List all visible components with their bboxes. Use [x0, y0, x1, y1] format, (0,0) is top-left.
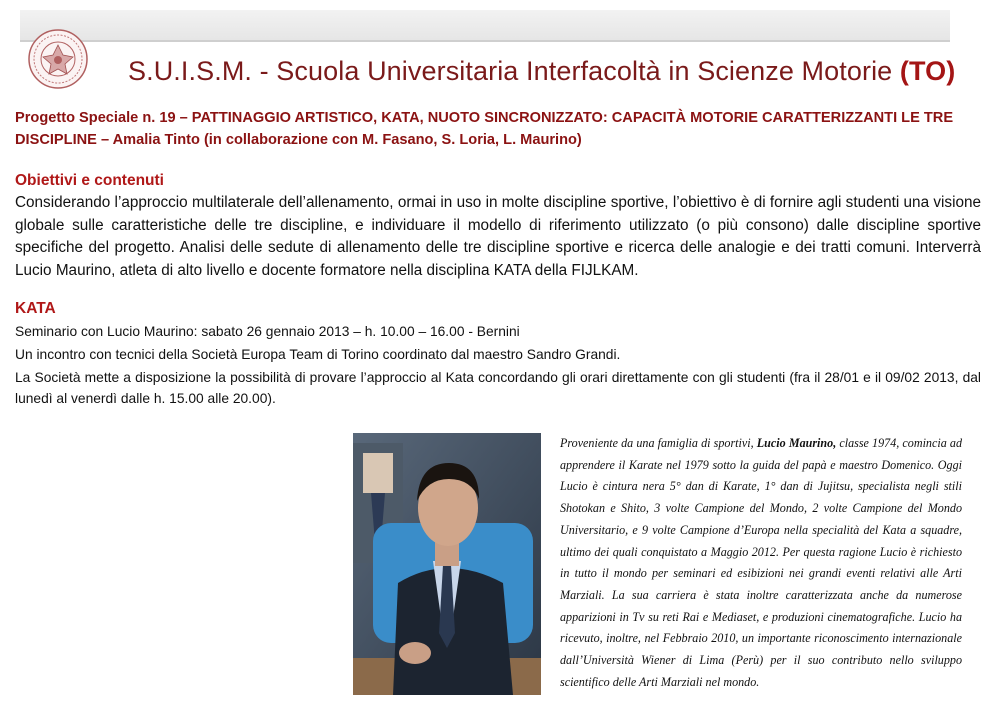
- portrait-photo: [353, 433, 541, 695]
- header-band: [20, 10, 950, 42]
- page-title: [128, 56, 955, 87]
- objectives-text: Considerando l’approccio multilaterale dell’allenamento, ormai in uso in molte discipline sportive, l’obiettivo è di fornire agli studenti una visione globale sulle caratteristiche delle tre discipline, e individuare il modello di riferimento utilizzato (o più consono) dalle discipline sportive specifiche del progetto. Analisi delle sedute di allenamento delle tre discipline sportive e ricerca delle analogie e dei tratti comuni. Interverrà Lucio Maurino, atleta di alto livello e docente formatore nella disciplina KATA della FIJLKAM.: [15, 194, 981, 279]
- project-title: Progetto Speciale n. 19 – PATTINAGGIO ARTISTICO, KATA, NUOTO SINCRONIZZATO: CAPACITÀ MOTORIE CARATTERIZZANTI LE TRE DISCIPLINE – Amalia Tinto (in collaborazione con M. Fasano, S. Loria, L. Maurino): [15, 110, 954, 148]
- kata-seminar-line: Seminario con Lucio Maurino: sabato 26 gennaio 2013 – h. 10.00 – 16.00 - Bernini: [15, 324, 520, 339]
- kata-heading: KATA: [15, 300, 56, 317]
- kata-availability-line: La Società mette a disposizione la possibilità di provare l’approccio al Kata concordando gli orari direttamente con gli studenti (fra il 28/01 e il 09/02 2013, dal lunedì al venerdì dalle h. 15.00 alle 20.00).: [15, 370, 981, 406]
- kata-meeting-line: Un incontro con tecnici della Società Europa Team di Torino coordinato dal maestro Sandro Grandi.: [15, 347, 621, 362]
- page-title-suffix: (TO): [899, 56, 956, 86]
- university-seal-icon: [27, 28, 89, 90]
- bio-text: [560, 433, 962, 693]
- bio-rest: classe 1974, comincia ad apprendere il Karate nel 1979 sotto la guida del papà e maestro Domenico. Oggi Lucio è cintura nera 5° dan di Karate, 1° dan di Jujitsu, specialista negli stili Shotokan e Shito, 3 volte Campione del Mondo, 2 volte Campione del Mondo Universitario, e 9 volte Campione d’Europa nella specialità del Kata a squadre, ultimo dei quali conquistato a Maggio 2012. Per questa ragione Lucio è richiesto in tutto il mondo per seminari ed esibizioni nei grandi eventi relativi alle Arti Marziali. La sua carriera è stata inoltre caratterizzata anche da numerose apparizioni in Tv su reti Rai e Mediaset, e produzioni cinematografiche. Lucio ha ricevuto, inoltre, nel Febbraio 2010, un importante riconoscimento internazionale dall’Università Wiener di Lima (Perù) per il suo contributo nello sviluppo scientifico delle Arti Marziali nel mondo.: [560, 436, 962, 689]
- page-title-main: S.U.I.S.M. - Scuola Universitaria Interfacoltà in Scienze Motorie: [128, 56, 893, 86]
- bio-name: Lucio Maurino,: [756, 436, 837, 450]
- objectives-heading: Obiettivi e contenuti: [15, 172, 164, 189]
- bio-intro: Proveniente da una famiglia di sportivi,: [560, 436, 754, 450]
